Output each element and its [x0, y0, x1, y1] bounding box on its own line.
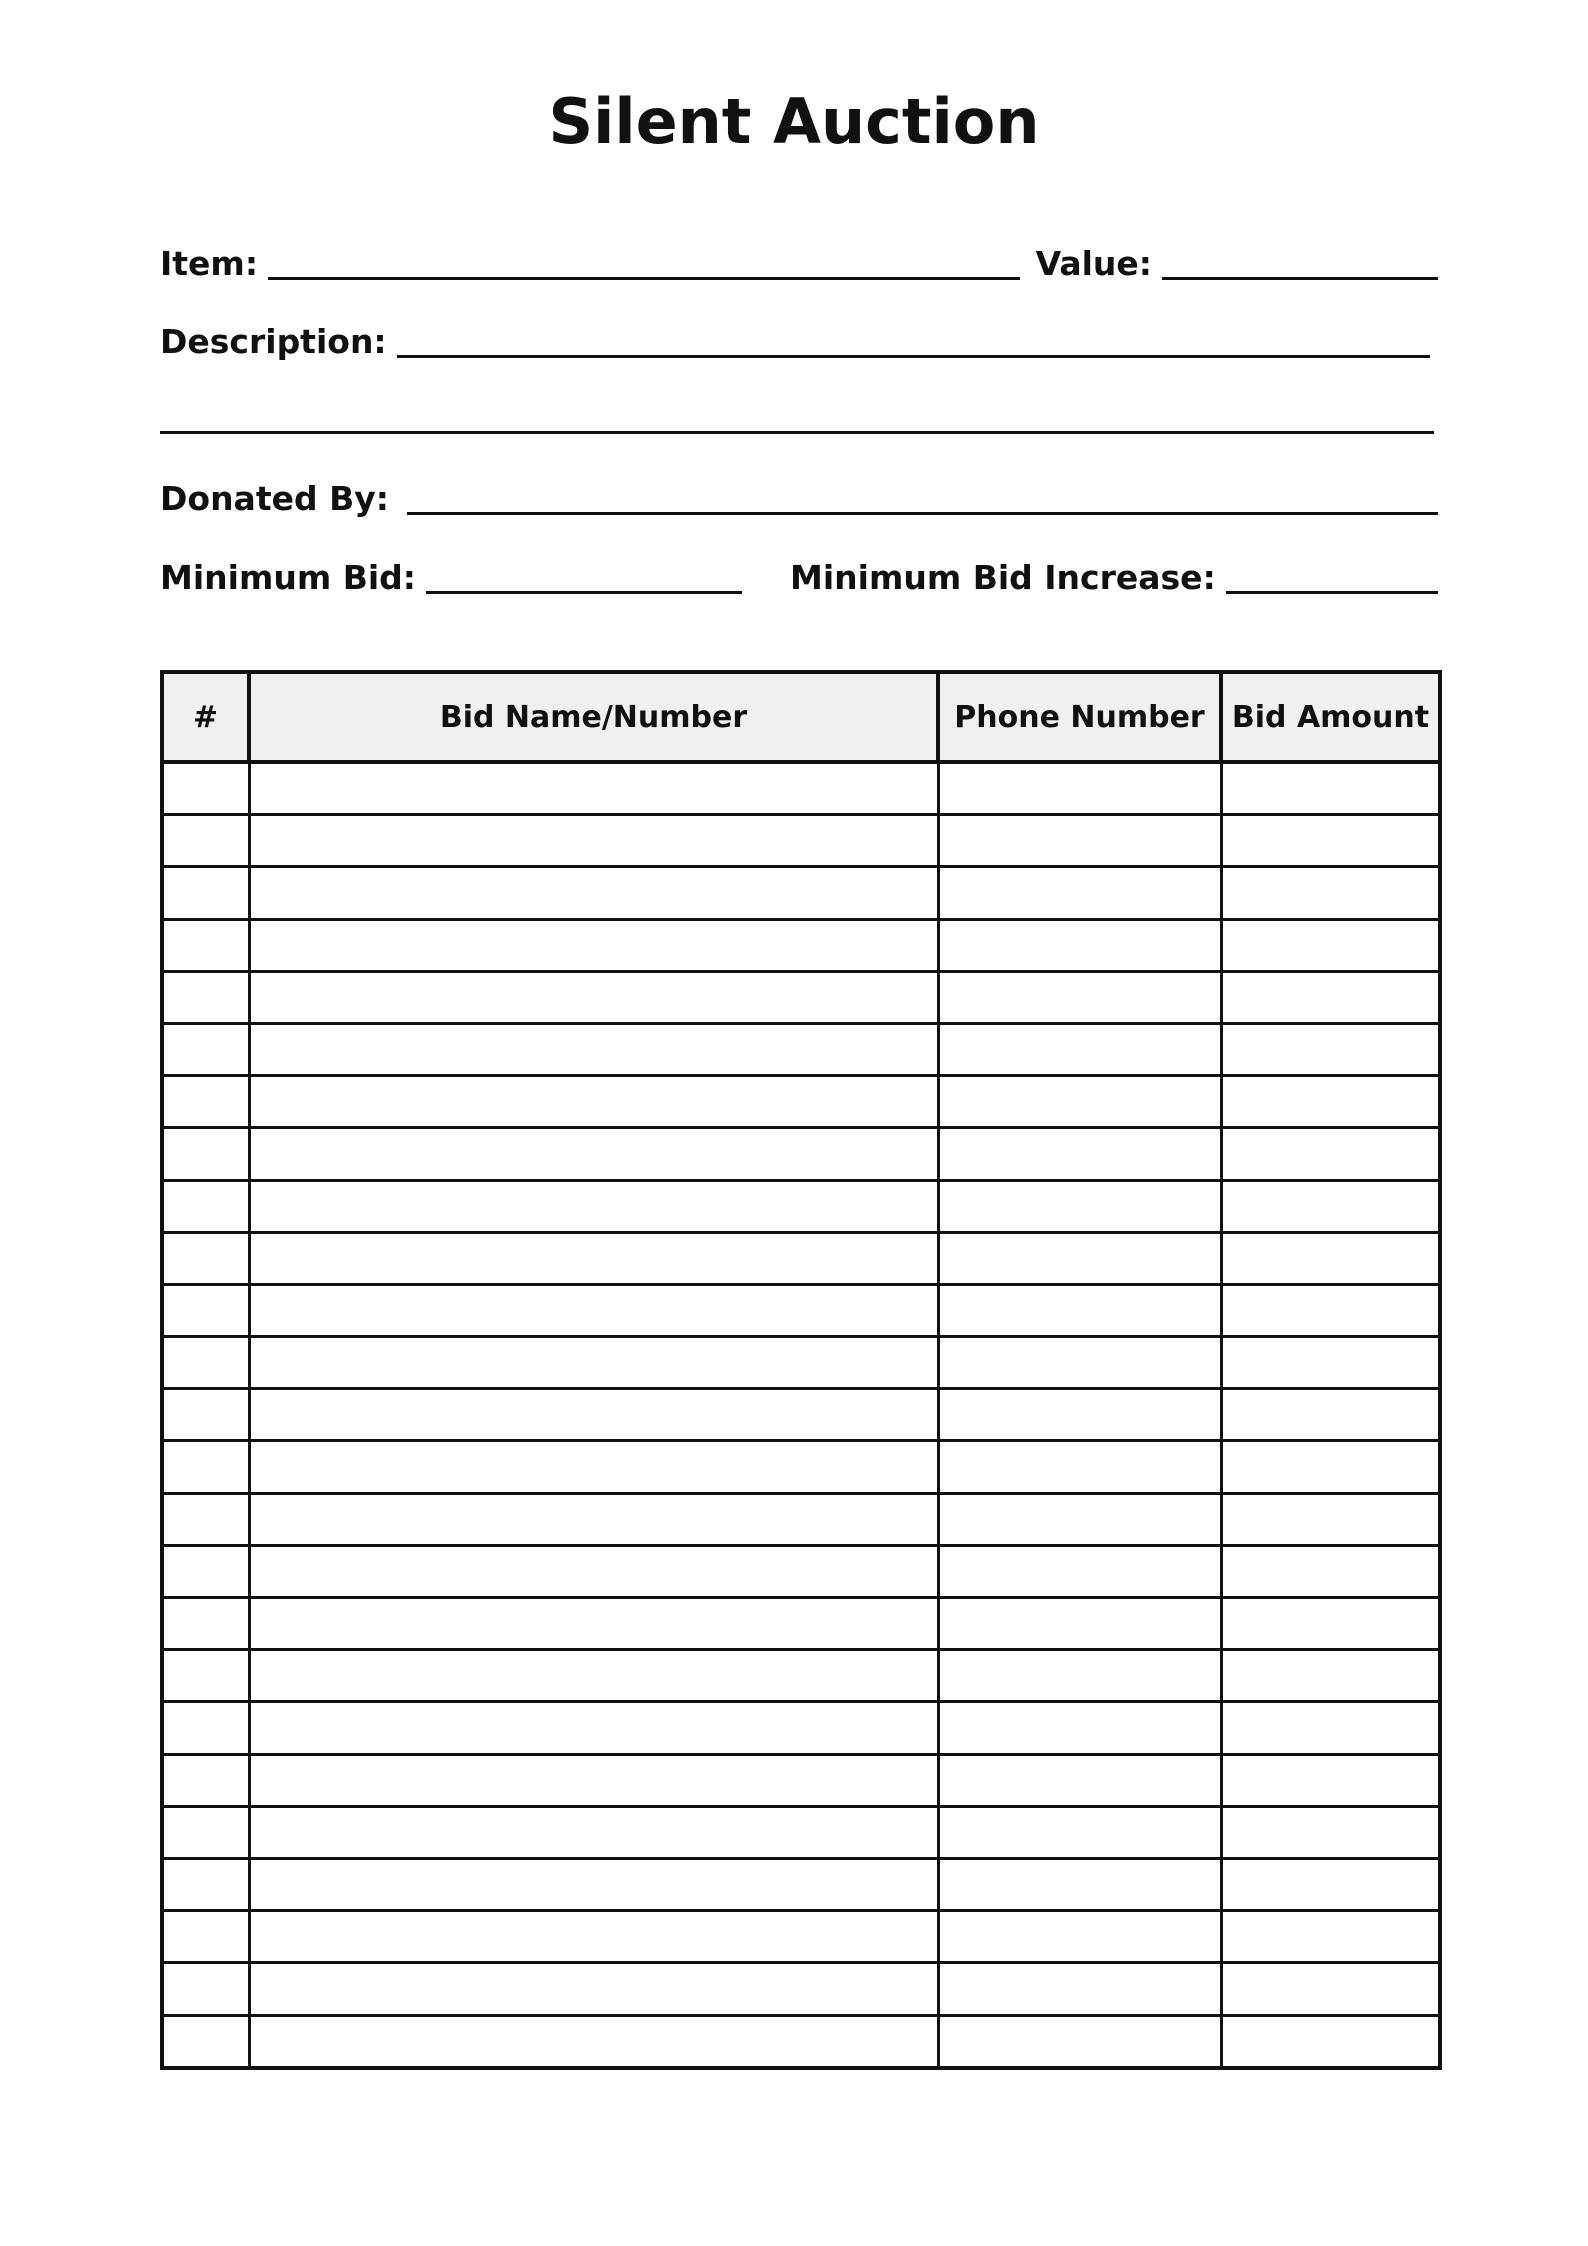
table-row [162, 1806, 1440, 1858]
phone-number-cell[interactable] [938, 1963, 1221, 2015]
phone-number-cell[interactable] [938, 1545, 1221, 1597]
phone-number-cell[interactable] [938, 1493, 1221, 1545]
minimum-bid-field[interactable] [426, 591, 742, 594]
bid-number-cell[interactable] [162, 2015, 249, 2068]
bid-name-cell[interactable] [249, 1076, 938, 1128]
bid-name-cell[interactable] [249, 1232, 938, 1284]
phone-number-cell[interactable] [938, 1284, 1221, 1336]
bid-name-cell[interactable] [249, 2015, 938, 2068]
phone-number-cell[interactable] [938, 1232, 1221, 1284]
bid-rows [162, 762, 1440, 2068]
bid-amount-cell[interactable] [1221, 1128, 1440, 1180]
column-header-phone-number: Phone Number [938, 672, 1221, 762]
item-field[interactable] [268, 277, 1020, 280]
bid-name-cell[interactable] [249, 1441, 938, 1493]
bid-number-cell[interactable] [162, 1545, 249, 1597]
phone-number-cell[interactable] [938, 1911, 1221, 1963]
table-row [162, 1023, 1440, 1075]
bid-amount-cell[interactable] [1221, 815, 1440, 867]
bid-amount-cell[interactable] [1221, 1180, 1440, 1232]
bid-number-cell[interactable] [162, 971, 249, 1023]
table-row [162, 1858, 1440, 1910]
bid-amount-cell[interactable] [1221, 1858, 1440, 1910]
table-row [162, 1180, 1440, 1232]
phone-number-cell[interactable] [938, 762, 1221, 815]
minimum-bid-increase-label: Minimum Bid Increase: [790, 558, 1216, 597]
table-row [162, 1232, 1440, 1284]
bid-number-cell[interactable] [162, 1232, 249, 1284]
bid-amount-cell[interactable] [1221, 1232, 1440, 1284]
table-row [162, 867, 1440, 919]
bid-name-cell[interactable] [249, 1754, 938, 1806]
table-row [162, 1545, 1440, 1597]
minimum-bid-label: Minimum Bid: [160, 558, 416, 597]
bid-amount-cell[interactable] [1221, 1806, 1440, 1858]
table-header-row [162, 672, 1440, 762]
bid-amount-cell[interactable] [1221, 1598, 1440, 1650]
bid-name-cell[interactable] [249, 1493, 938, 1545]
bid-amount-cell[interactable] [1221, 1389, 1440, 1441]
table-row [162, 1598, 1440, 1650]
phone-number-cell[interactable] [938, 1858, 1221, 1910]
table-row [162, 1128, 1440, 1180]
description-field[interactable] [397, 355, 1430, 358]
column-header-bid-name: Bid Name/Number [249, 672, 938, 762]
bid-name-cell[interactable] [249, 1650, 938, 1702]
bid-number-cell[interactable] [162, 1023, 249, 1075]
bid-name-cell[interactable] [249, 1337, 938, 1389]
bid-name-cell[interactable] [249, 1911, 938, 1963]
minimum-bid-increase-field[interactable] [1226, 591, 1438, 594]
bid-amount-cell[interactable] [1221, 1545, 1440, 1597]
table-row [162, 919, 1440, 971]
bid-number-cell[interactable] [162, 1441, 249, 1493]
table-row [162, 1911, 1440, 1963]
phone-number-cell[interactable] [938, 867, 1221, 919]
phone-number-cell[interactable] [938, 1598, 1221, 1650]
phone-number-cell[interactable] [938, 1806, 1221, 1858]
phone-number-cell[interactable] [938, 815, 1221, 867]
table-row [162, 762, 1440, 815]
bid-number-cell[interactable] [162, 1076, 249, 1128]
bid-name-cell[interactable] [249, 867, 938, 919]
bid-number-cell[interactable] [162, 1806, 249, 1858]
description-field-line-2[interactable] [160, 431, 1434, 434]
bid-number-cell[interactable] [162, 762, 249, 815]
phone-number-cell[interactable] [938, 1650, 1221, 1702]
table-row [162, 971, 1440, 1023]
bid-name-cell[interactable] [249, 1963, 938, 2015]
bid-number-cell[interactable] [162, 1911, 249, 1963]
bid-amount-cell[interactable] [1221, 2015, 1440, 2068]
bid-amount-cell[interactable] [1221, 1702, 1440, 1754]
value-label: Value: [1035, 244, 1152, 283]
column-header-number: # [162, 672, 249, 762]
table-row [162, 1337, 1440, 1389]
value-field[interactable] [1162, 277, 1438, 280]
item-value-row [160, 240, 1438, 284]
donated-by-field[interactable] [407, 512, 1438, 515]
bid-name-cell[interactable] [249, 1284, 938, 1336]
bid-number-cell[interactable] [162, 1128, 249, 1180]
phone-number-cell[interactable] [938, 1180, 1221, 1232]
table-row [162, 1076, 1440, 1128]
bid-amount-cell[interactable] [1221, 1493, 1440, 1545]
bid-number-cell[interactable] [162, 1598, 249, 1650]
bid-amount-cell[interactable] [1221, 971, 1440, 1023]
table-row [162, 1702, 1440, 1754]
phone-number-cell[interactable] [938, 1337, 1221, 1389]
bid-amount-cell[interactable] [1221, 1023, 1440, 1075]
bids-table [160, 670, 1442, 2070]
table-row [162, 815, 1440, 867]
bid-number-cell[interactable] [162, 1180, 249, 1232]
bid-number-cell[interactable] [162, 1963, 249, 2015]
bid-name-cell[interactable] [249, 762, 938, 815]
bid-number-cell[interactable] [162, 1337, 249, 1389]
bid-number-cell[interactable] [162, 1493, 249, 1545]
phone-number-cell[interactable] [938, 1754, 1221, 1806]
bid-name-cell[interactable] [249, 1702, 938, 1754]
item-label: Item: [160, 244, 259, 283]
table-row [162, 1493, 1440, 1545]
bid-number-cell[interactable] [162, 1702, 249, 1754]
bid-number-cell[interactable] [162, 1389, 249, 1441]
bid-amount-cell[interactable] [1221, 1337, 1440, 1389]
bid-number-cell[interactable] [162, 1284, 249, 1336]
bid-amount-cell[interactable] [1221, 1754, 1440, 1806]
bid-name-cell[interactable] [249, 1023, 938, 1075]
bid-name-cell[interactable] [249, 1598, 938, 1650]
table-row [162, 1441, 1440, 1493]
phone-number-cell[interactable] [938, 919, 1221, 971]
bid-name-cell[interactable] [249, 1389, 938, 1441]
bid-number-cell[interactable] [162, 1858, 249, 1910]
phone-number-cell[interactable] [938, 1702, 1221, 1754]
table-row [162, 1650, 1440, 1702]
bid-amount-cell[interactable] [1221, 762, 1440, 815]
bid-amount-cell[interactable] [1221, 919, 1440, 971]
page-title: Silent Auction [548, 85, 1040, 158]
description-label: Description: [160, 322, 387, 361]
table-row [162, 2015, 1440, 2068]
bid-number-cell[interactable] [162, 1754, 249, 1806]
bid-amount-cell[interactable] [1221, 867, 1440, 919]
bid-amount-cell[interactable] [1221, 1963, 1440, 2015]
donated-by-row [160, 475, 1438, 519]
table-row [162, 1284, 1440, 1336]
minimum-bid-row [160, 554, 1438, 598]
bid-amount-cell[interactable] [1221, 1911, 1440, 1963]
bid-name-cell[interactable] [249, 1806, 938, 1858]
bid-number-cell[interactable] [162, 1650, 249, 1702]
bid-name-cell[interactable] [249, 1128, 938, 1180]
bid-name-cell[interactable] [249, 1545, 938, 1597]
bid-amount-cell[interactable] [1221, 1076, 1440, 1128]
phone-number-cell[interactable] [938, 2015, 1221, 2068]
bid-name-cell[interactable] [249, 815, 938, 867]
column-header-bid-amount: Bid Amount [1221, 672, 1440, 762]
phone-number-cell[interactable] [938, 1023, 1221, 1075]
description-row [160, 318, 1430, 362]
table-row [162, 1963, 1440, 2015]
bid-number-cell[interactable] [162, 919, 249, 971]
phone-number-cell[interactable] [938, 1441, 1221, 1493]
bid-number-cell[interactable] [162, 815, 249, 867]
bid-amount-cell[interactable] [1221, 1284, 1440, 1336]
table-row [162, 1389, 1440, 1441]
bid-name-cell[interactable] [249, 919, 938, 971]
phone-number-cell[interactable] [938, 1389, 1221, 1441]
phone-number-cell[interactable] [938, 971, 1221, 1023]
bid-name-cell[interactable] [249, 1180, 938, 1232]
bid-amount-cell[interactable] [1221, 1650, 1440, 1702]
bid-number-cell[interactable] [162, 867, 249, 919]
phone-number-cell[interactable] [938, 1076, 1221, 1128]
table-row [162, 1754, 1440, 1806]
donated-by-label: Donated By: [160, 479, 389, 518]
bid-name-cell[interactable] [249, 1858, 938, 1910]
phone-number-cell[interactable] [938, 1128, 1221, 1180]
bid-amount-cell[interactable] [1221, 1441, 1440, 1493]
bid-name-cell[interactable] [249, 971, 938, 1023]
